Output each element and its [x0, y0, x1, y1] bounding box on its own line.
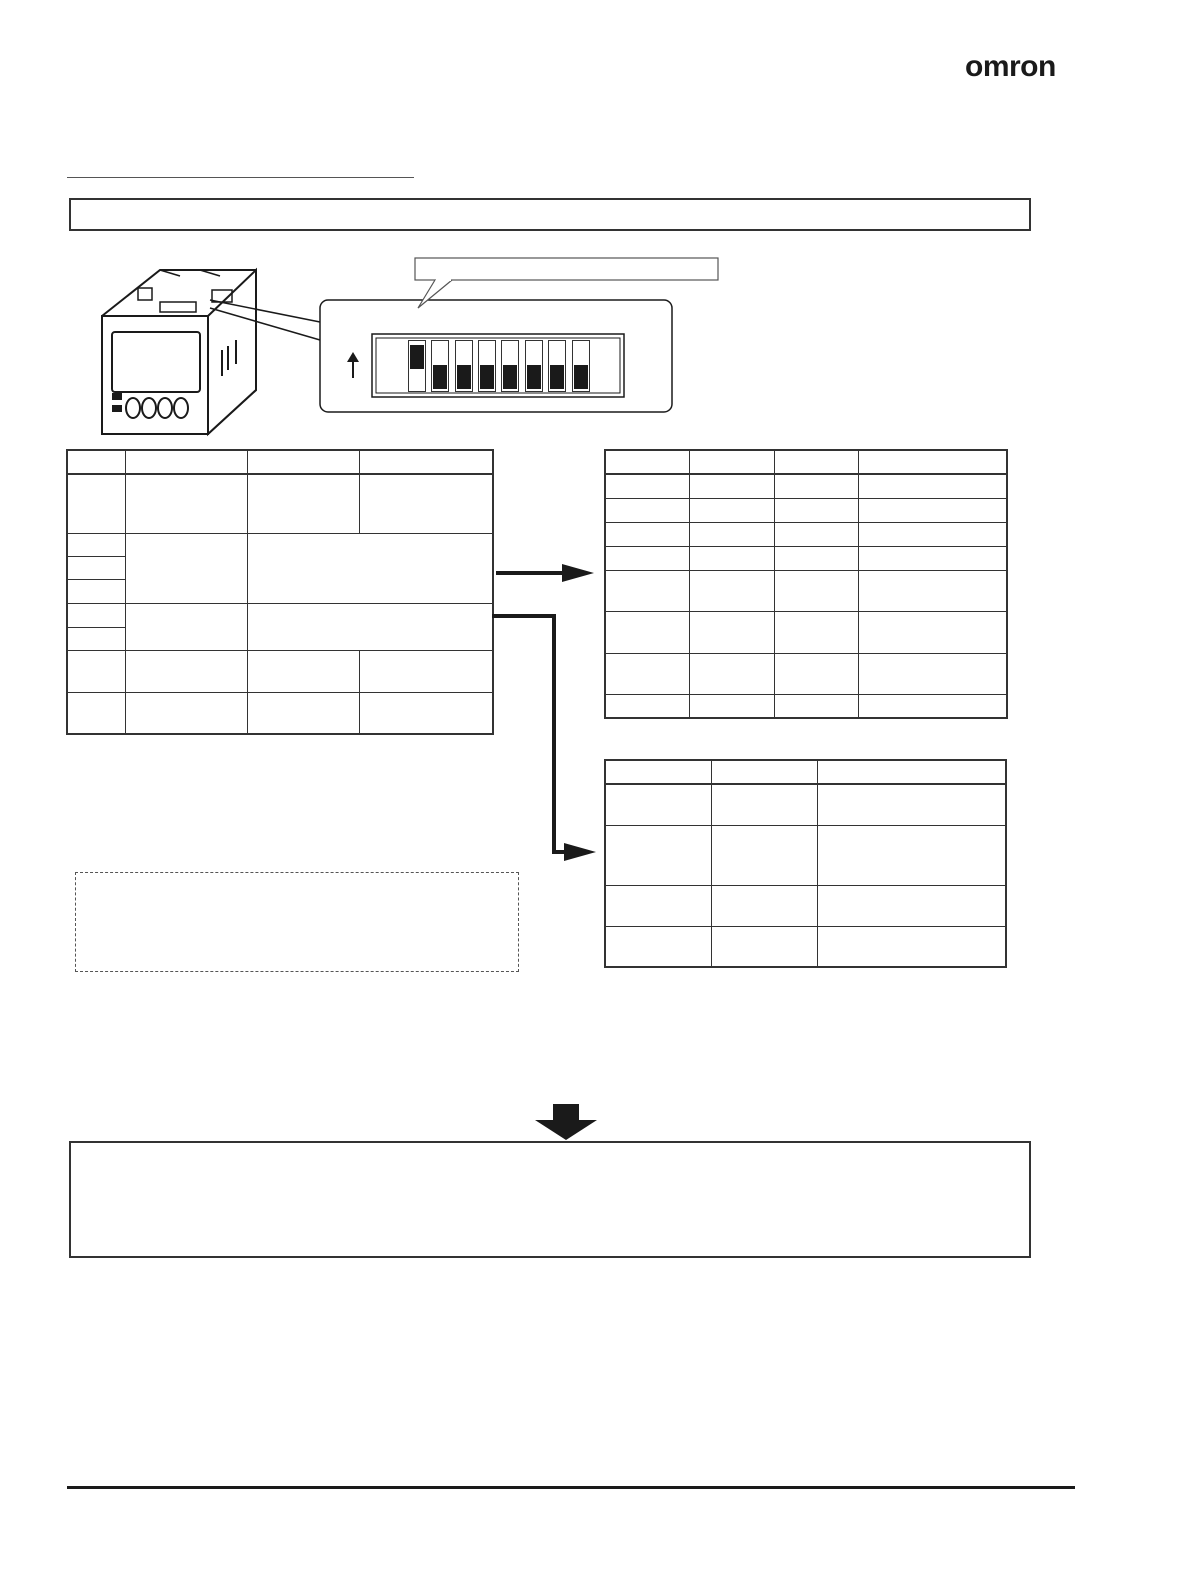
table-cell: [605, 694, 689, 718]
note-box: [75, 872, 519, 972]
table-cell: [711, 760, 817, 784]
dip-knob: [410, 345, 424, 369]
table-cell: [689, 694, 774, 718]
table-cell: [605, 450, 689, 474]
table-cell: [817, 784, 1006, 825]
arrow-elbow-icon: [492, 616, 596, 861]
table-cell: [125, 650, 247, 692]
table-cell: [774, 653, 858, 694]
header-banner-box: [69, 198, 1031, 231]
table-cell: [817, 926, 1006, 967]
table-cell: [605, 653, 689, 694]
dip-switch-5[interactable]: [501, 340, 519, 392]
table-cell: [247, 450, 359, 474]
table-cell: [774, 694, 858, 718]
table-cell: [247, 533, 493, 603]
table-cell: [67, 474, 125, 533]
table-cell: [711, 926, 817, 967]
timer-device-illustration: [60, 250, 740, 440]
table-cell: [125, 692, 247, 734]
table-cell: [125, 603, 247, 650]
table-cell: [359, 650, 493, 692]
dip-knob: [550, 365, 564, 389]
table-cell: [605, 498, 689, 522]
table-cell: [67, 692, 125, 734]
dip-switch-2[interactable]: [431, 340, 449, 392]
table-cell: [605, 522, 689, 546]
table-cell: [774, 522, 858, 546]
table-cell: [711, 784, 817, 825]
table-cell: [605, 474, 689, 498]
table-cell: [605, 926, 711, 967]
table-cell: [774, 498, 858, 522]
table-cell: [605, 611, 689, 653]
table-cell: [67, 533, 125, 556]
table-cell: [711, 825, 817, 885]
table-cell: [247, 692, 359, 734]
omron-logo: omron: [965, 50, 1056, 83]
table-cell: [67, 556, 125, 579]
table-cell: [817, 760, 1006, 784]
dip-switch-7[interactable]: [548, 340, 566, 392]
table-cell: [689, 611, 774, 653]
table-cell: [67, 627, 125, 650]
table-cell: [858, 522, 1007, 546]
table-cell: [689, 522, 774, 546]
table-cell: [125, 474, 247, 533]
connector-arrows: [490, 550, 610, 870]
dip-knob: [480, 365, 494, 389]
table-cell: [605, 570, 689, 611]
table-cell: [605, 885, 711, 926]
table-cell: [605, 784, 711, 825]
table-cell: [858, 546, 1007, 570]
table-cell: [858, 570, 1007, 611]
table-cell: [774, 546, 858, 570]
table-cell: [125, 533, 247, 603]
table-cell: [605, 760, 711, 784]
table-cell: [689, 570, 774, 611]
dip-switch-3[interactable]: [455, 340, 473, 392]
table-cell: [817, 825, 1006, 885]
table-cell: [711, 885, 817, 926]
table-cell: [858, 653, 1007, 694]
table-cell: [689, 546, 774, 570]
dip-knob: [457, 365, 471, 389]
down-arrow-icon: [535, 1104, 597, 1140]
dip-settings-table: [66, 449, 494, 735]
table-cell: [247, 474, 359, 533]
dip-knob: [574, 365, 588, 389]
footer-rule: [67, 1486, 1075, 1489]
table-cell: [774, 474, 858, 498]
table-cell: [125, 450, 247, 474]
dip-switch-8[interactable]: [572, 340, 590, 392]
dip-knob: [433, 365, 447, 389]
table-cell: [605, 546, 689, 570]
table-cell: [858, 611, 1007, 653]
dip-knob: [527, 365, 541, 389]
range-table: [604, 759, 1007, 968]
table-cell: [858, 450, 1007, 474]
table-cell: [858, 474, 1007, 498]
table-cell: [689, 474, 774, 498]
table-cell: [605, 825, 711, 885]
table-cell: [858, 694, 1007, 718]
table-cell: [858, 498, 1007, 522]
table-cell: [247, 603, 493, 650]
dip-switch-1[interactable]: [408, 340, 426, 392]
table-cell: [359, 474, 493, 533]
table-cell: [67, 650, 125, 692]
dip-switch-6[interactable]: [525, 340, 543, 392]
dip-knob: [503, 365, 517, 389]
table-cell: [67, 450, 125, 474]
dip-switch-4[interactable]: [478, 340, 496, 392]
table-cell: [247, 650, 359, 692]
arrow-right-icon: [496, 564, 594, 582]
mode-table: [604, 449, 1008, 719]
table-cell: [817, 885, 1006, 926]
table-cell: [689, 498, 774, 522]
table-cell: [67, 603, 125, 627]
table-cell: [774, 450, 858, 474]
table-cell: [359, 692, 493, 734]
table-cell: [774, 611, 858, 653]
table-cell: [774, 570, 858, 611]
section-title-rule: [67, 177, 414, 178]
table-cell: [689, 653, 774, 694]
table-cell: [359, 450, 493, 474]
result-box: [69, 1141, 1031, 1258]
table-cell: [689, 450, 774, 474]
table-cell: [67, 579, 125, 603]
